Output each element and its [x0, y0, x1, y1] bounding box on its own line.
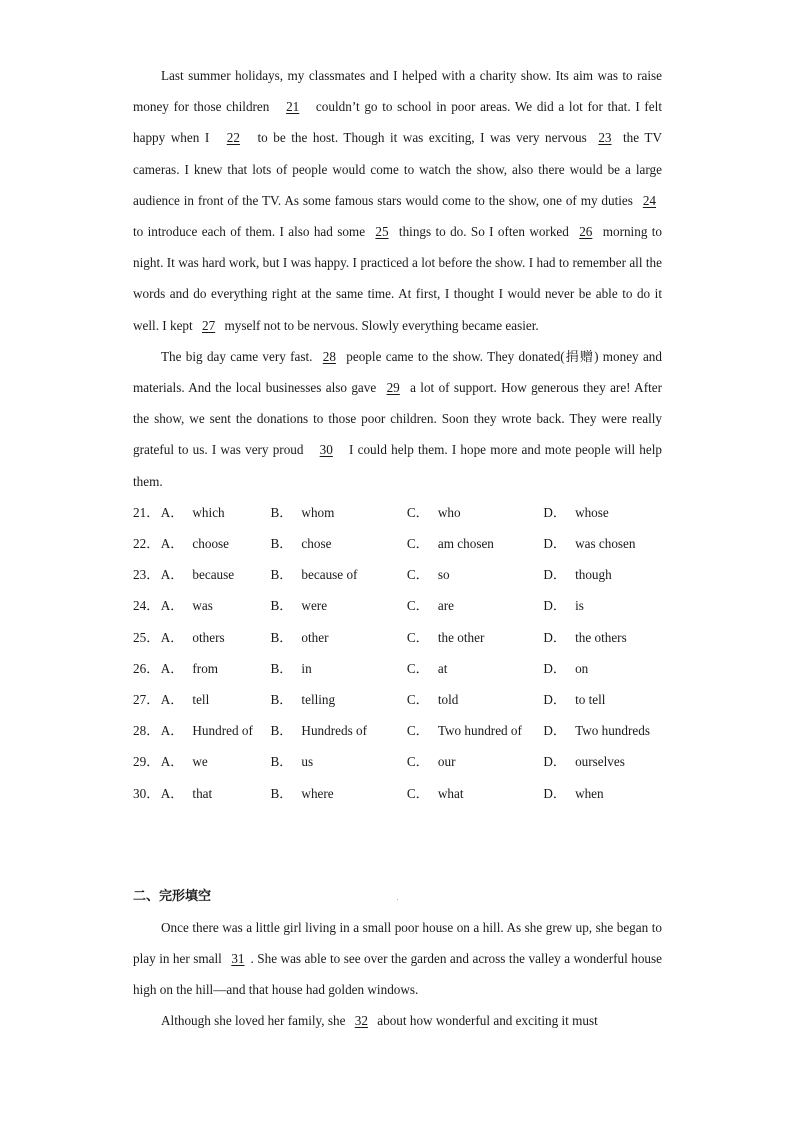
option-a — [161, 715, 271, 746]
option-text: chose — [301, 536, 332, 552]
option-text: Two hundreds — [575, 723, 650, 739]
option-c — [407, 559, 543, 590]
question-number: 22． — [133, 536, 160, 552]
option-text: whom — [301, 504, 335, 520]
text-segment: morning to night. It was hard work, but I was happy. I practiced a lot before the show. I had to remember all the words and do everything right at the same time. At first, I thought I would never be able to do it well. I kept — [133, 224, 663, 333]
text-segment: The big day came very fast. — [161, 348, 317, 364]
option-text: at — [437, 660, 448, 676]
option-text: which — [192, 504, 225, 520]
text-segment: Once there was a little girl living in a small poor house on a hill. As she grew up, she began to play in her small — [133, 919, 662, 966]
option-text: because of — [301, 567, 358, 583]
option-text: from — [192, 660, 219, 676]
option-b — [270, 684, 406, 715]
blank-26: 26 — [579, 224, 593, 240]
option-text: the others — [575, 629, 627, 645]
option-a — [161, 622, 271, 653]
option-letter: C． — [406, 754, 429, 770]
option-text: the other — [437, 629, 485, 645]
question-row — [133, 622, 662, 653]
scan-speck — [397, 899, 398, 900]
option-b — [270, 622, 406, 653]
option-letter: A． — [160, 567, 184, 583]
option-a — [161, 497, 271, 528]
option-text: is — [575, 598, 584, 614]
question-row — [133, 746, 662, 777]
question-number: 29． — [133, 754, 160, 770]
text-segment: couldn’t go to school in poor areas. We did a lot for that. I felt happy when I — [133, 99, 662, 146]
option-text: we — [192, 754, 208, 770]
text-segment: a lot of support. How generous they are! After the show, we sent the donations to those poor children. Soon they wrote back. They were really grateful to us. I was very proud — [133, 380, 663, 458]
text-segment: . She was able to see over the garden and across the valley a wonderful house high on the hill—and that house had golden windows. — [133, 950, 662, 998]
option-letter: D． — [543, 691, 567, 707]
text-segment: to introduce each of them. I also had some — [133, 224, 370, 240]
option-c — [407, 497, 543, 528]
question-number: 27． — [133, 691, 160, 707]
option-c — [407, 590, 543, 621]
option-d — [543, 622, 662, 653]
option-letter: D． — [543, 660, 567, 676]
question-number: 30． — [133, 785, 160, 801]
question-number: 28． — [133, 723, 160, 739]
option-letter: D． — [543, 629, 567, 645]
option-text: in — [301, 660, 312, 676]
option-d — [543, 528, 662, 559]
question-row — [133, 684, 662, 715]
text-segment: Last summer holidays, my classmates and I helped with a charity show. Its aim was to raise money for those children — [133, 68, 662, 115]
option-d — [543, 778, 662, 809]
option-text: Hundred of — [192, 723, 253, 739]
section-heading: 二、完形填空 — [133, 888, 212, 904]
text-segment: things to do. So I often worked — [394, 224, 574, 240]
option-b — [270, 778, 406, 809]
question-row — [133, 715, 662, 746]
document-page — [133, 60, 662, 1037]
option-b — [270, 559, 406, 590]
blank-24: 24 — [642, 192, 656, 208]
question-row — [133, 528, 662, 559]
option-text: am chosen — [437, 536, 494, 552]
text-segment: people came to the show. They donated(捐赠) money and materials. And the local businesses also gave — [133, 348, 662, 396]
blank-21: 21 — [286, 99, 300, 115]
option-a — [161, 778, 271, 809]
option-letter: D． — [543, 754, 567, 770]
question-row — [133, 653, 662, 684]
option-c — [407, 746, 543, 777]
question-number: 21． — [133, 504, 160, 520]
question-row — [133, 590, 662, 621]
option-letter: C． — [406, 660, 429, 676]
option-b — [270, 653, 406, 684]
option-text: was chosen — [575, 536, 636, 552]
option-c — [407, 778, 543, 809]
option-letter: B． — [270, 536, 293, 552]
option-letter: C． — [406, 536, 429, 552]
text-segment: Although she loved her family, she — [161, 1013, 349, 1029]
option-a — [161, 590, 271, 621]
option-c — [407, 684, 543, 715]
option-text: Two hundred of — [437, 723, 522, 739]
question-number: 23． — [133, 567, 160, 583]
question-number: 26． — [133, 660, 160, 676]
option-letter: D． — [543, 504, 567, 520]
option-text: other — [301, 629, 329, 645]
blank-27: 27 — [202, 317, 216, 333]
option-letter: A． — [160, 691, 184, 707]
passage1-paragraph2 — [133, 341, 662, 497]
option-letter: B． — [270, 660, 293, 676]
option-letter: A． — [160, 785, 184, 801]
option-d — [543, 497, 662, 528]
option-text: when — [575, 785, 604, 801]
option-text: are — [437, 598, 454, 614]
option-text: telling — [301, 691, 336, 707]
option-letter: A． — [160, 629, 184, 645]
blank-23: 23 — [598, 130, 612, 146]
text-segment: I could help them. I hope more and mote people will help them. — [133, 442, 663, 489]
option-d — [543, 684, 662, 715]
option-text: who — [437, 504, 461, 520]
option-letter: B． — [270, 567, 293, 583]
option-letter: A． — [160, 754, 184, 770]
option-text: ourselves — [575, 754, 625, 770]
option-letter: C． — [406, 567, 429, 583]
blank-25: 25 — [375, 224, 389, 240]
option-text: that — [192, 785, 213, 801]
option-text: whose — [575, 504, 609, 520]
option-text: choose — [192, 536, 230, 552]
question-list — [133, 497, 662, 809]
option-c — [407, 715, 543, 746]
blank-22: 22 — [226, 130, 240, 146]
option-text: on — [575, 660, 589, 676]
question-number: 24． — [133, 598, 160, 614]
option-text: though — [575, 567, 612, 583]
option-letter: B． — [270, 598, 293, 614]
option-b — [270, 715, 406, 746]
option-letter: C． — [406, 785, 429, 801]
option-c — [407, 622, 543, 653]
text-segment: the TV cameras. I knew that lots of people would come to watch the show, also there would be a large audience in front of the TV. As some famous stars would come to the show, one of my duties — [133, 130, 662, 208]
option-text: us — [301, 754, 314, 770]
text-segment: to be the host. Though it was exciting, I was very nervous — [251, 130, 593, 146]
option-letter: C． — [406, 629, 429, 645]
text-segment: about how wonderful and exciting it must — [373, 1013, 598, 1029]
option-a — [161, 684, 271, 715]
option-text: Hundreds of — [301, 723, 367, 739]
option-letter: B． — [270, 723, 293, 739]
blank-31: 31 — [231, 950, 245, 966]
option-text: what — [437, 785, 464, 801]
option-letter: B． — [270, 629, 293, 645]
option-text: because — [192, 567, 235, 583]
option-c — [407, 528, 543, 559]
option-letter: A． — [160, 504, 184, 520]
passage1-paragraph1 — [133, 60, 662, 341]
option-text: were — [301, 598, 328, 614]
option-d — [543, 653, 662, 684]
option-letter: D． — [543, 723, 567, 739]
option-text: told — [437, 691, 459, 707]
option-a — [161, 653, 271, 684]
question-number: 25． — [133, 629, 160, 645]
question-row — [133, 778, 662, 809]
option-b — [270, 590, 406, 621]
blank-29: 29 — [386, 380, 400, 396]
option-letter: C． — [406, 723, 429, 739]
option-d — [543, 746, 662, 777]
option-letter: A． — [160, 536, 184, 552]
option-letter: B． — [270, 754, 293, 770]
option-letter: B． — [270, 504, 293, 520]
option-letter: A． — [160, 660, 184, 676]
option-text: to tell — [575, 691, 606, 707]
blank-32: 32 — [354, 1013, 368, 1029]
option-letter: A． — [160, 598, 184, 614]
option-letter: B． — [270, 785, 293, 801]
blank-28: 28 — [322, 348, 336, 364]
option-text: where — [301, 785, 334, 801]
option-d — [543, 590, 662, 621]
option-b — [270, 497, 406, 528]
option-letter: C． — [406, 504, 429, 520]
option-b — [270, 528, 406, 559]
option-letter: A． — [160, 723, 184, 739]
question-row — [133, 497, 662, 528]
option-letter: D． — [543, 567, 567, 583]
passage2-paragraph1 — [133, 912, 662, 1006]
option-d — [543, 715, 662, 746]
option-text: was — [192, 598, 213, 614]
option-letter: C． — [406, 598, 429, 614]
option-letter: D． — [543, 785, 567, 801]
option-c — [407, 653, 543, 684]
option-text: others — [192, 629, 225, 645]
passage2-paragraph2 — [133, 1005, 662, 1036]
option-d — [543, 559, 662, 590]
option-text: so — [437, 567, 450, 583]
option-letter: C． — [406, 691, 429, 707]
option-letter: B． — [270, 691, 293, 707]
option-letter: D． — [543, 598, 567, 614]
option-a — [161, 746, 271, 777]
option-a — [161, 528, 271, 559]
option-letter: D． — [543, 536, 567, 552]
text-segment: myself not to be nervous. Slowly everything became easier. — [221, 317, 539, 333]
option-text: tell — [192, 691, 210, 707]
option-a — [161, 559, 271, 590]
question-row — [133, 559, 662, 590]
option-b — [270, 746, 406, 777]
option-text: our — [437, 754, 456, 770]
blank-30: 30 — [319, 442, 333, 458]
